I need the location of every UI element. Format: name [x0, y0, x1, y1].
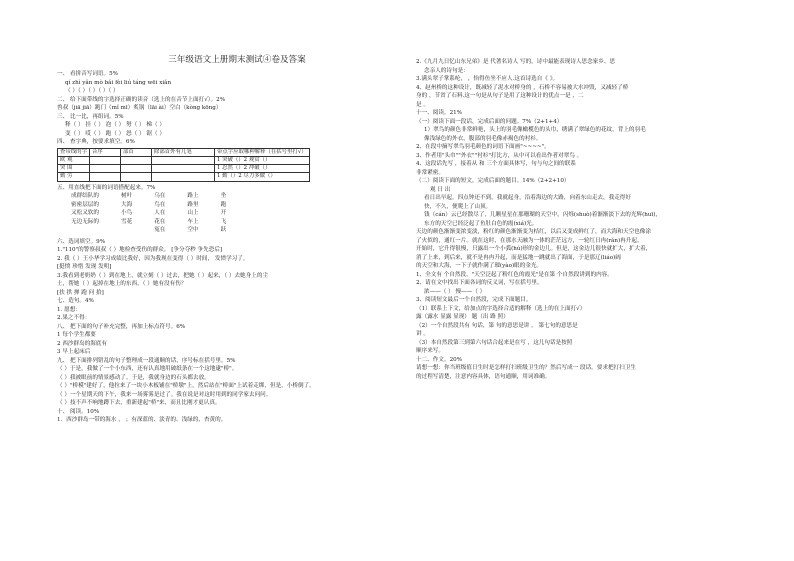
text-line: （ ）（ ）（ ）（ ）（ ）: [65, 88, 119, 94]
match-word: 大海: [120, 201, 133, 208]
text-line: 天边的颜色渐渐变浓变淡，粉红的颜色渐渐变为桔红，以后又变成鲜红了，而大海和天空也像涂: [416, 229, 651, 235]
match-word: 飞: [220, 218, 227, 225]
text-line: 1. 愿想：: [57, 306, 81, 313]
text-line: 开始时，它升得很慢，只露出一个小弧(hú)形的金边儿。但是，这金边儿很快就扩大，扩大着，: [416, 246, 652, 252]
text-line: 九、 把下面排列错乱的句子整理成一段通顺的话，序号标在括号里。5%: [57, 357, 236, 364]
match-word: 成群结队的: [71, 193, 99, 200]
text-line: 六、选词填空。9%: [57, 238, 106, 245]
text-line: （ ）"桥模"建好了，他拉来了一块小木板铺在"桥墩"上，然后站在"桥面"上试着走绑，但是，小桥倒了。: [57, 383, 315, 390]
text-line: 七、造句。4%: [57, 298, 94, 305]
table-cell: [120, 173, 151, 181]
text-line: 的过程写清楚，注意内容具体，语句通顺，用词准确。: [416, 373, 551, 380]
match-word: [71, 226, 99, 235]
text-line: qí zhì yǎn mò bǎi fèi liú táng wēi xiǎn: [65, 79, 172, 86]
match-word: 乌在: [154, 193, 166, 200]
page-title: 三年级语文上册期末测试④卷及答案: [168, 55, 306, 65]
text-line: 一、 看拼音写词语。5%: [57, 71, 118, 77]
text-line: 露（露水 显露 显现） 题（出 路 照）: [416, 314, 509, 320]
match-word: 花在: [154, 218, 166, 225]
table-header-cell: 查带线的字: [58, 148, 90, 156]
text-line: 钱（cán）云已经散尽了，几颗星星在那珊瑚的天空中，闪烁(shuò)着渐渐淡下去的光辉(huī)，: [424, 212, 662, 218]
match-word: 又松又软的: [71, 210, 99, 217]
text-line: 十一、阅读。21%: [416, 110, 462, 116]
table-header-row: [58, 148, 310, 156]
left-column: [57, 0, 417, 561]
section5-label: 五、用直线把下面的词语搭配起来。7%: [57, 184, 156, 191]
match-word: 路上: [187, 193, 199, 200]
text-line: 变（ ） 哎（ ） 跑（ ） 怒（ ） 锯（ ）: [65, 130, 165, 137]
table-header-cell: 音序: [89, 148, 120, 156]
match-word: 坐: [220, 193, 227, 200]
text-line: 2、在段中摘写翠鸟羽毛颜色的词语下面画"~~~~"。: [416, 144, 550, 150]
text-line: 土，帮她（ ）起掉在地上的东西，（ ）她有没有伤？: [57, 281, 187, 288]
match-word: 小鸟: [120, 210, 133, 217]
text-line: 十二、作文。20%: [416, 356, 462, 363]
table-row: [58, 173, 310, 181]
text-line: 2. 我（ ）王小华学习成绩比我好，因为我现在变得（ ）时间， 发愤学习了。: [57, 255, 249, 262]
dictionary-table: [57, 148, 310, 182]
text-line: 1）翠鸟的颜色非常鲜艳，头上的羽毛像橄榄色的头巾，绣满了翠绿色的花纹，背上的羽毛: [424, 127, 646, 133]
text-line: （2）一个自然段共有 句话，第 句的意思是讲 。 第七句的意思是: [416, 322, 578, 329]
match-word: 树叶: [120, 193, 133, 200]
table-cell: [120, 165, 151, 173]
table-cell: [151, 173, 214, 181]
text-line: 1、全文有 个自然段，"天空泛起了粉红色的霞光"是在第 个自然段讲到的内容。: [416, 271, 613, 278]
match-word: 人在: [154, 210, 166, 217]
text-line: 1."110"的警察叔叔（ ）地检查受伤的群众。 [争分夺秒 争先恐后]: [57, 247, 223, 254]
text-line: 2.《九月九日忆山东兄弟》是 代著名诗人 写的，诗中最能表现诗人思念家乡、思: [416, 59, 616, 65]
left-section-lines-2: [57, 238, 417, 425]
table-cell: 勤 劳: [58, 173, 90, 181]
match-word: 开: [220, 210, 227, 217]
text-line: （ ）一个星期天的下午，我来一场雾雾是过了。我在说是对这时用到的同学家去问问。: [57, 391, 272, 398]
text-line: 4、赵州桥的这种设计，既减轻了泥水对桥身的 ，石桥不容易被大水冲毁，又减轻了桥: [416, 84, 629, 91]
left-section-lines: [57, 70, 417, 147]
table-cell: [151, 156, 214, 164]
table-cell: [89, 156, 120, 164]
text-line: 请想一想：你当班级值日生时是怎样打扫班级卫生的？然后写成一 段话。要求把打扫卫生: [416, 365, 636, 371]
match-word: [121, 226, 132, 235]
text-line: 像浅绿色的外衣，腹部的羽毛像赤褐色的衬衫。: [424, 135, 542, 142]
text-line: 3、阅读短文最后一个自然段，完成下面题目。: [416, 297, 532, 303]
text-line: 消了上来，到后来，就不是冉冉升起，而是猛地一跳就出了海面，于是那辽(liáo)阔: [416, 254, 621, 261]
table-header-cell: 带点字应取哪种解释（在括号里打√）: [214, 148, 309, 156]
text-line: 顺序来写。: [416, 348, 444, 354]
text-line: 了火似的，通红一片。就在这时，在那水天融为一体的茫茫远方，一轮红日冉(rǎn)冉升起。: [416, 237, 643, 244]
text-line: （ ）我被眼前的情景感动了。于是，我就身边的石头都去放。: [57, 374, 210, 381]
match-word: 无边无际的: [71, 218, 99, 225]
match-word: 车上: [187, 218, 199, 225]
match-word: 密密层层的: [71, 201, 99, 208]
text-line: 东方的天空已经泛起了鱼肚白色的霞(xiá)光。: [424, 220, 538, 227]
text-line: 2 西沙群岛的海底有: [57, 340, 108, 347]
table-cell: [89, 173, 120, 181]
right-section-lines: [416, 58, 776, 381]
table-cell: 1 勤（）2 尽力多做（）: [214, 173, 309, 181]
match-word: 跑: [220, 201, 227, 208]
match-word: 冤在: [154, 227, 166, 234]
text-line: 观 日 出: [430, 186, 451, 193]
text-line: （ ）于是，我做了一个小东西，还有认真地用破纸条在一个这地逮"桥"。: [57, 366, 238, 373]
text-line: [挺愤 珍惜 发现 发明]: [57, 264, 112, 271]
text-line: 3.我看到老奶奶（ ）到在地上，就立刻（ ）过去，把她（ ）起来，（ ）去她身上的尘: [57, 272, 269, 279]
table-header-cell: 除部首外有几笔: [151, 148, 214, 156]
table-cell: 1 突破（）2 观赏（）: [214, 156, 309, 164]
text-line: 八、 把下面的句子补充完整，再加上标点符号。6%: [57, 323, 186, 330]
text-line: （一）阅读下面一段话，完成后面的问题。7%（2+1+4）: [416, 118, 563, 125]
text-line: （二）阅读下面的短文，完成后面的题目。14%（2+2+10）: [416, 178, 570, 184]
match-word: 路里: [187, 201, 199, 208]
word-matching-grid: [57, 192, 417, 235]
text-line: （3）本自然段第三到第六句话合起来是在写 ，这几句话是按照: [416, 339, 573, 346]
text-line: 3.满头翠子掌系纶， ，怡得鱼坐不应人.这首诗选自《 》。: [416, 76, 559, 82]
text-line: 四、 查字典，按要求填空。6%: [57, 139, 135, 145]
table-row: [58, 156, 310, 164]
text-line: 二、 给下面带线的字选择正确的读音（选上的在音节上面打√）。2%: [57, 96, 226, 103]
match-word: 雪花: [120, 218, 133, 225]
right-column: [416, 0, 776, 561]
match-word: 山上: [187, 210, 199, 217]
text-line: 讲 。: [416, 331, 429, 337]
table-cell: 欧 观: [58, 156, 90, 164]
text-line: 的天空和大海，一下子就作满了璀(yào)眼的金光。: [416, 263, 543, 269]
text-line: 十、 阅读。10%: [57, 408, 100, 415]
text-line: 3、作者用"头巾""外衣""衬衫"打比方，从中可以看出作者对翠鸟 。: [416, 152, 583, 159]
text-line: 是 。: [416, 101, 429, 108]
text-line: 兽叔（jiā jiā）跑门（mǐ mī）炙锅（lāi ài）空白（kòng kōng）: [57, 105, 222, 111]
text-line: 2.果之不得：: [57, 315, 91, 322]
match-word: 跃: [220, 227, 227, 234]
text-line: 2、请在文中找出下面各词的反义词，写在括号里。: [416, 280, 543, 286]
text-line: 看日出早起。四点钟还不到，我就起身，沿着海边的大路，向着东山走去，我走得好: [424, 195, 631, 201]
table-cell: [120, 156, 151, 164]
text-line: 释（ ） 挂（ ） 泡（ ） 努（ ） 梯（ ）: [65, 122, 165, 128]
text-line: 浓——（ ） 慢——（ ）: [424, 288, 486, 295]
text-line: 1 每个学生都要: [57, 332, 96, 339]
table-cell: [89, 165, 120, 173]
text-line: [扶 拱 掸 跑 问 拾]: [57, 289, 104, 296]
text-line: （ ）技不声不响地蹲下去，重新建起"桥"来，而且比刚才更认真。: [57, 400, 221, 407]
text-line: 1．西沙群岛一带的海水 ， ；有深蓝的、淡青的、浅绿的、杏黄的。: [57, 417, 227, 424]
table-row: [58, 165, 310, 173]
match-word: 空中: [187, 227, 199, 234]
table-cell: 突 围: [58, 165, 90, 173]
table-cell: [151, 165, 214, 173]
text-line: 4、这段话先写 ，接着从 和 三个方面具体写，句与句之间的联系: [416, 161, 576, 167]
text-line: 3 早上起床后: [57, 349, 91, 356]
text-line: 念亲人的诗句是：: [424, 67, 469, 74]
text-line: （1）联系上下文，给加点的字选择合适的解释（选上的在上面打√）: [416, 305, 586, 312]
text-line: 三、 比一比，再组词。5%: [57, 113, 124, 120]
text-line: 快，不久，便爬上了山顶。: [424, 203, 492, 210]
table-cell: 1 忍然（）2 冲破（）: [214, 165, 309, 173]
table-header-cell: 部首: [120, 148, 151, 156]
match-word: 鸟在: [154, 201, 166, 208]
text-line: 非常紧密。: [416, 169, 444, 176]
text-line: 身的 ，节省了石料.这一句是从句子是用了这种设计的优点一是 ，二: [416, 93, 584, 99]
